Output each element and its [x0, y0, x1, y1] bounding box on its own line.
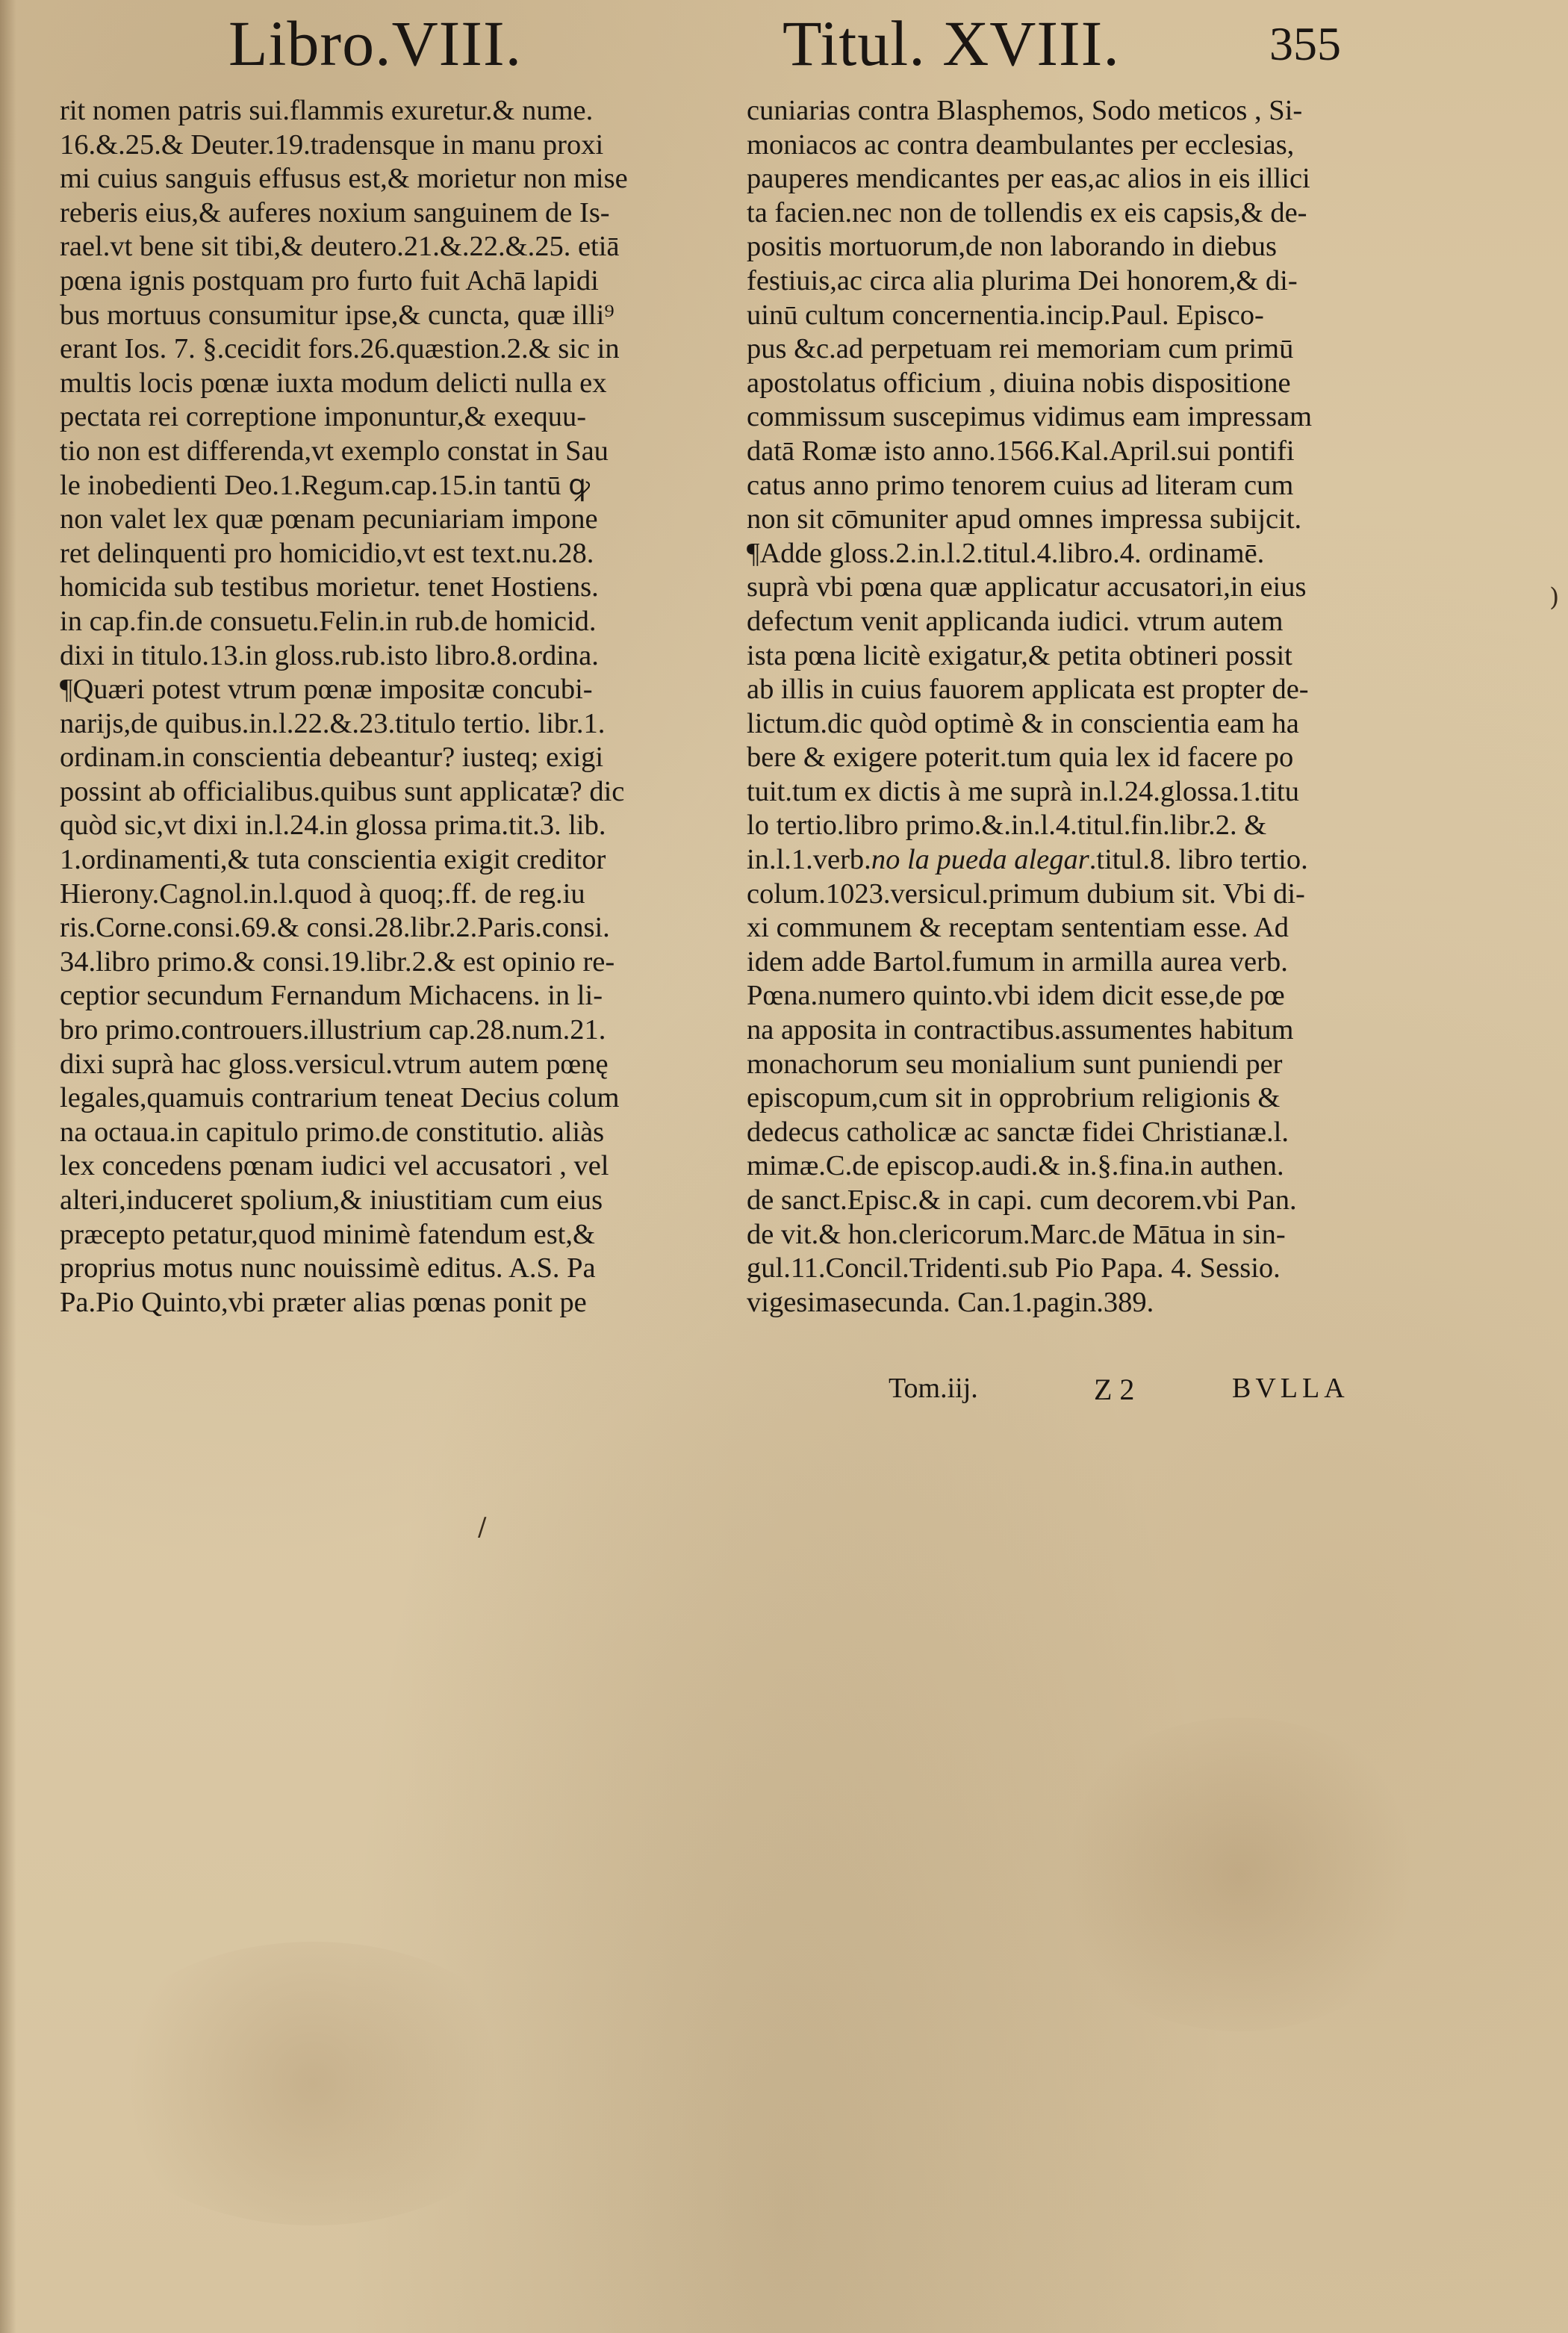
text-line: alteri,induceret spolium,& iniustitiam cum eius — [60, 1184, 603, 1216]
text-line: rael.vt bene sit tibi,& deutero.21.&.22.&.25. etiā — [60, 231, 620, 263]
text-line: dedecus catholicæ ac sanctæ fidei Christianæ.l. — [747, 1116, 1289, 1148]
text-line: xi communem & receptam sententiam esse. Ad — [747, 912, 1289, 944]
running-head — [0, 6, 1568, 88]
text-line: uinū cultum concernentia.incip.Paul. Episco- — [747, 299, 1264, 331]
text-line: episcopum,cum sit in opprobrium religionis & — [747, 1082, 1281, 1114]
text-line: quòd sic,vt dixi in.l.24.in glossa prima.tit.3. lib. — [60, 810, 606, 842]
text-line: le inobedienti Deo.1.Regum.cap.15.in tantū ꝙ — [60, 469, 590, 501]
text-line: bere & exigere poterit.tum quia lex id facere po — [747, 742, 1294, 774]
text-line: ista pœna licitè exigatur,& petita obtineri possit — [747, 639, 1292, 671]
text-line: apostolatus officium , diuina nobis dispositione — [747, 367, 1291, 399]
text-line: defectum venit applicanda iudici. vtrum autem — [747, 605, 1284, 637]
text-line: legales,quamuis contrarium teneat Decius colum — [60, 1082, 620, 1114]
text-line: homicida sub testibus morietur. tenet Hostiens. — [60, 571, 599, 603]
text-line: præcepto petatur,quod minimè fatendum est,& — [60, 1218, 595, 1250]
text-line: moniacos ac contra deambulantes per ecclesias, — [747, 128, 1295, 161]
text-line: 34.libro primo.& consi.19.libr.2.& est opinio re- — [60, 945, 615, 978]
text-line: ab illis in cuius fauorem applicata est propter de- — [747, 674, 1309, 706]
text-line: bro primo.controuers.illustrium cap.28.num.21. — [60, 1014, 606, 1046]
text-line: datā Romæ isto anno.1566.Kal.April.sui pontifi — [747, 435, 1295, 467]
paper-stain — [90, 1942, 538, 2225]
text-line: mimæ.C.de episcop.audi.& in.§.fina.in authen. — [747, 1150, 1284, 1182]
text-line: lo tertio.libro primo.&.in.l.4.titul.fin.libr.2. & — [747, 810, 1267, 842]
text-line: narijs,de quibus.in.l.22.&.23.titulo tertio. libr.1. — [60, 707, 606, 739]
right-text-column — [747, 94, 1389, 1320]
text-line: ordinam.in conscientia debeantur? iusteq; exigi — [60, 742, 604, 774]
text-line: cuniarias contra Blasphemos, Sodo meticos , Si- — [747, 95, 1303, 126]
text-line: de sanct.Episc.& in capi. cum decorem.vbi Pan. — [747, 1184, 1297, 1216]
ink-mark: ) — [1549, 583, 1560, 612]
text-line: erant Ios. 7. §.cecidit fors.26.quæstion.2.& sic in — [60, 333, 620, 365]
text-line: mi cuius sanguis effusus est,& morietur non mise — [60, 163, 628, 195]
text-line: non sit cōmuniter apud omnes impressa subijcit. — [747, 503, 1302, 535]
text-line: suprà vbi pœna quæ applicatur accusatori,in eius — [747, 571, 1307, 603]
text-line: tio non est differenda,vt exemplo constat in Sau — [60, 435, 609, 467]
running-head-book: Libro.VIII. — [228, 7, 523, 79]
text-line: pectata rei correptione imponuntur,& exequu- — [60, 401, 587, 433]
text-line: non valet lex quæ pœnam pecuniariam impone — [60, 503, 598, 535]
text-line: tuit.tum ex dictis à me suprà in.l.24.glossa.1.titu — [747, 775, 1299, 807]
text-line: possint ab officialibus.quibus sunt applicatæ? dic — [60, 775, 625, 807]
text-line: vigesimasecunda. Can.1.pagin.389. — [747, 1286, 1154, 1318]
catchline — [889, 1372, 1411, 1409]
text-line: festiuis,ac circa alia plurima Dei honorem,& di- — [747, 264, 1298, 296]
text-line: ta facien.nec non de tollendis ex eis capsis,& de- — [747, 196, 1307, 229]
text-line: monachorum seu monialium sunt puniendi per — [747, 1048, 1283, 1080]
text-line: colum.1023.versicul.primum dubium sit. Vbi di- — [747, 877, 1305, 910]
text-line: idem adde Bartol.fumum in armilla aurea verb. — [747, 945, 1288, 978]
text-line: Hierony.Cagnol.in.l.quod à quoq;.ff. de reg.iu — [60, 877, 585, 910]
text-line: reberis eius,& auferes noxium sanguinem de Is- — [60, 196, 610, 229]
text-line: pauperes mendicantes per eas,ac alios in eis illici — [747, 163, 1310, 195]
running-head-title: Titul. XVIII. — [783, 7, 1120, 79]
text-line: dixi suprà hac gloss.versicul.vtrum autem pœnę — [60, 1048, 609, 1080]
ink-mark: / — [478, 1512, 487, 1542]
left-text-column — [60, 94, 709, 1320]
text-line: dixi in titulo.13.in gloss.rub.isto libro.8.ordina. — [60, 639, 599, 671]
text-line: ¶Quæri potest vtrum pœnæ impositæ concubi- — [60, 674, 593, 706]
text-line: rit nomen patris sui.flammis exuretur.& nume. — [60, 95, 594, 126]
text-line: Pœna.numero quinto.vbi idem dicit esse,de pœ — [747, 980, 1285, 1012]
italic-phrase: no la pueda alegar — [871, 844, 1089, 876]
paper-stain — [1045, 1718, 1434, 2031]
text-line: na apposita in contractibus.assumentes habitum — [747, 1014, 1294, 1046]
text-line: ris.Corne.consi.69.& consi.28.libr.2.Paris.consi. — [60, 912, 610, 944]
tome-mark: Tom.iij. — [889, 1373, 978, 1404]
text-line: de vit.& hon.clericorum.Marc.de Mātua in sin- — [747, 1218, 1286, 1250]
text-line: lex concedens pœnam iudici vel accusatori , vel — [60, 1150, 609, 1182]
page-edge-shadow — [0, 0, 16, 2333]
text-line: pœna ignis postquam pro furto fuit Achā lapidi — [60, 264, 599, 296]
text-line: 1.ordinamenti,& tuta conscientia exigit creditor — [60, 844, 606, 876]
text-line: commissum suscepimus vidimus eam impressam — [747, 401, 1313, 433]
text-line: catus anno primo tenorem cuius ad literam cum — [747, 469, 1294, 501]
text-line: positis mortuorum,de non laborando in diebus — [747, 231, 1278, 263]
text-line: in.l.1.verb.no la pueda alegar.titul.8. libro tertio. — [747, 844, 1308, 876]
text-line: pus &c.ad perpetuam rei memoriam cum primū — [747, 333, 1294, 365]
text-line: gul.11.Concil.Tridenti.sub Pio Papa. 4. Sessio. — [747, 1252, 1281, 1284]
text-line: 16.&.25.& Deuter.19.tradensque in manu proxi — [60, 128, 604, 161]
page-number: 355 — [1269, 17, 1341, 70]
text-line: na octaua.in capitulo primo.de constitutio. aliàs — [60, 1116, 605, 1148]
text-line: in cap.fin.de consuetu.Felin.in rub.de homicid. — [60, 605, 597, 637]
text-line: bus mortuus consumitur ipse,& cuncta, quæ illi⁹ — [60, 299, 615, 331]
text-line: ceptior secundum Fernandum Michacens. in li- — [60, 980, 603, 1012]
text-line: lictum.dic quòd optimè & in conscientia eam ha — [747, 707, 1299, 739]
text-line: multis locis pœnæ iuxta modum delicti nulla ex — [60, 367, 607, 399]
text-line: ret delinquenti pro homicidio,vt est text.nu.28. — [60, 537, 594, 569]
signature-mark: Z 2 — [1094, 1373, 1135, 1406]
catchword: BVLLA — [1232, 1373, 1349, 1404]
text-line: proprius motus nunc nouissimè editus. A.S. Pa — [60, 1252, 596, 1284]
text-line: Pa.Pio Quinto,vbi præter alias pœnas ponit pe — [60, 1286, 587, 1318]
text-line: ¶Adde gloss.2.in.l.2.titul.4.libro.4. ordinamē. — [747, 537, 1265, 569]
